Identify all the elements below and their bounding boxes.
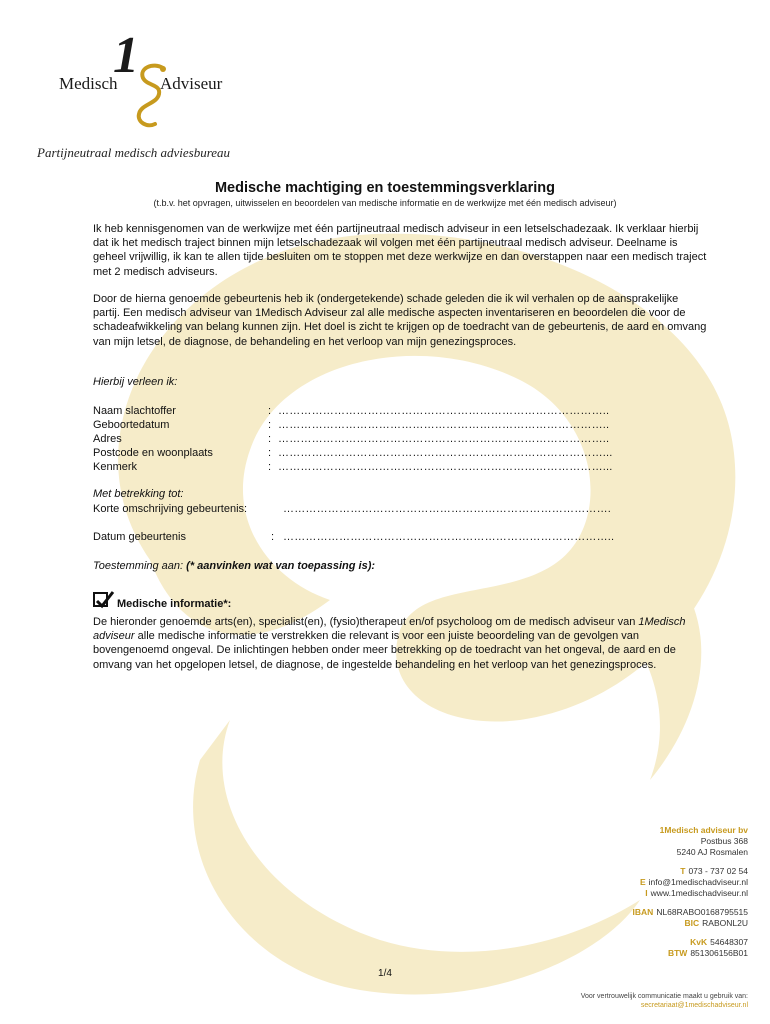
iban-line: IBAN NL68RABO0168795515 (632, 907, 748, 917)
verleen-heading: Hierbij verleen ik: (93, 376, 178, 388)
tagline: Partijneutraal medisch adviesbureau (37, 145, 231, 160)
field-label: Naam slachtoffer (93, 405, 176, 417)
field-colon: : (268, 461, 272, 473)
field-label: Korte omschrijving gebeurtenis: (93, 503, 248, 515)
field-colon: : (268, 405, 272, 417)
field-colon: : (268, 433, 272, 445)
field-dots: ……………………………………………………………………………... (278, 447, 613, 459)
field-dots: …………………………………………………………………………….. (283, 531, 615, 543)
snake-icon (125, 60, 175, 130)
logo-digit: 1 (113, 27, 139, 84)
field-colon: : (268, 447, 272, 459)
phone-line: T 073 - 737 02 54 (680, 866, 748, 876)
footnote-email[interactable]: secretariaat@1medischadviseur.nl (640, 1002, 748, 1009)
footnote (581, 992, 748, 1010)
page-number: 1/4 (378, 968, 392, 979)
field-colon: : (271, 531, 275, 543)
checkmark-icon (95, 590, 115, 610)
paragraph-text-a: De hieronder genoemde arts(en), specialist(en), (fysio)therapeut en/of psycholoog om de medisch adviseur van (93, 616, 639, 628)
medische-informatie-checkbox[interactable] (93, 592, 108, 607)
toestemming-note: (* aanvinken wat van toepassing is): (186, 560, 376, 572)
field-dots: …………………………………………………………………………….. (278, 433, 610, 445)
checkbox-label: Medische informatie*: (117, 598, 232, 610)
toestemming-label: Toestemming aan: (93, 560, 184, 572)
footnote-text: Voor vertrouwelijk communicatie maakt u gebruik van: (580, 993, 748, 1000)
toestemming-heading (93, 560, 375, 572)
email-line[interactable]: E info@1medischadviseur.nl (639, 877, 748, 887)
field-dots: ……………………………………………………………………………... (278, 461, 613, 473)
field-colon: : (268, 419, 272, 431)
city: 5240 AJ Rosmalen (676, 847, 748, 857)
contact-block (633, 825, 748, 959)
website-line[interactable]: I www.1medischadviseur.nl (645, 888, 748, 898)
logo-word-right: Adviseur (160, 74, 223, 93)
field-dots: …………………………………………………………………………….. (278, 419, 610, 431)
document-title: Medische machtiging en toestemmingsverklaring (214, 180, 556, 196)
intro-paragraph: Ik heb kennisgenomen van de werkwijze met één partijneutraal medisch adviseur in een letselschadezaak. Ik verklaar hierbij dat ik het medisch traject binnen mijn letselschadezaak wil volgen met één partijneutraal medisch adviseur. Deelname is geheel vrijwillig, ik kan te allen tijde besluiten om te stoppen met deze werkwijze en dan overstappen naar een medisch traject met 2 medisch adviseurs. (93, 223, 707, 278)
field-label: Postcode en woonplaats (93, 447, 213, 459)
betrekking-heading: Met betrekking tot: (93, 488, 184, 500)
document-subtitle: (t.b.v. het opvragen, uitwisselen en beoordelen van medische informatie en de werkwijze met één medisch adviseur) (153, 198, 617, 208)
field-label: Adres (93, 433, 122, 445)
field-dots: …………………………………………………………………………….. (278, 405, 610, 417)
field-label: Kenmerk (93, 461, 138, 473)
postbus: Postbus 368 (700, 836, 748, 846)
medische-informatie-paragraph (93, 615, 708, 672)
field-dots: ……………………………………………………………………………. (283, 503, 612, 515)
logo-word-left: Medisch (59, 74, 118, 93)
event-paragraph: Door de hierna genoemde gebeurtenis heb ik (ondergetekende) schade geleden die ik wil verhalen op de aansprakelijke partij. Een medisch adviseur van 1Medisch Adviseur zal alle medische aspecten inventariseren en beoordelen die voor de schadeafwikkeling van belang kunnen zijn. Het doel is zicht te krijgen op de toedracht van de gebeurtenis, de aard en omvang van mijn letsel, de diagnose, de behandeling en het verloop van mijn genezingsproces. (93, 293, 707, 348)
paragraph-text-b: alle medische informatie te verstrekken die relevant is voor een juiste beoordeling van de gevolgen van bovengenoemd ongeval. De inlichtingen hebben onder meer betrekking op de toedracht van het ongeval, de aard en de omvang van het opgelopen letsel, de diagnose, de ingestelde behandeling en het verloop van het genezingsproces. (93, 630, 676, 671)
btw-line: BTW 851306156B01 (667, 948, 748, 958)
paragraph-company-name: 1Medisch adviseur (93, 616, 686, 643)
company-name: 1Medisch adviseur bv (659, 825, 748, 835)
kvk-line: KvK 54648307 (690, 937, 748, 947)
field-label: Datum gebeurtenis (93, 531, 186, 543)
company-logo (55, 27, 255, 130)
bic-line: BIC RABONL2U (684, 918, 748, 928)
field-label: Geboortedatum (93, 419, 170, 431)
